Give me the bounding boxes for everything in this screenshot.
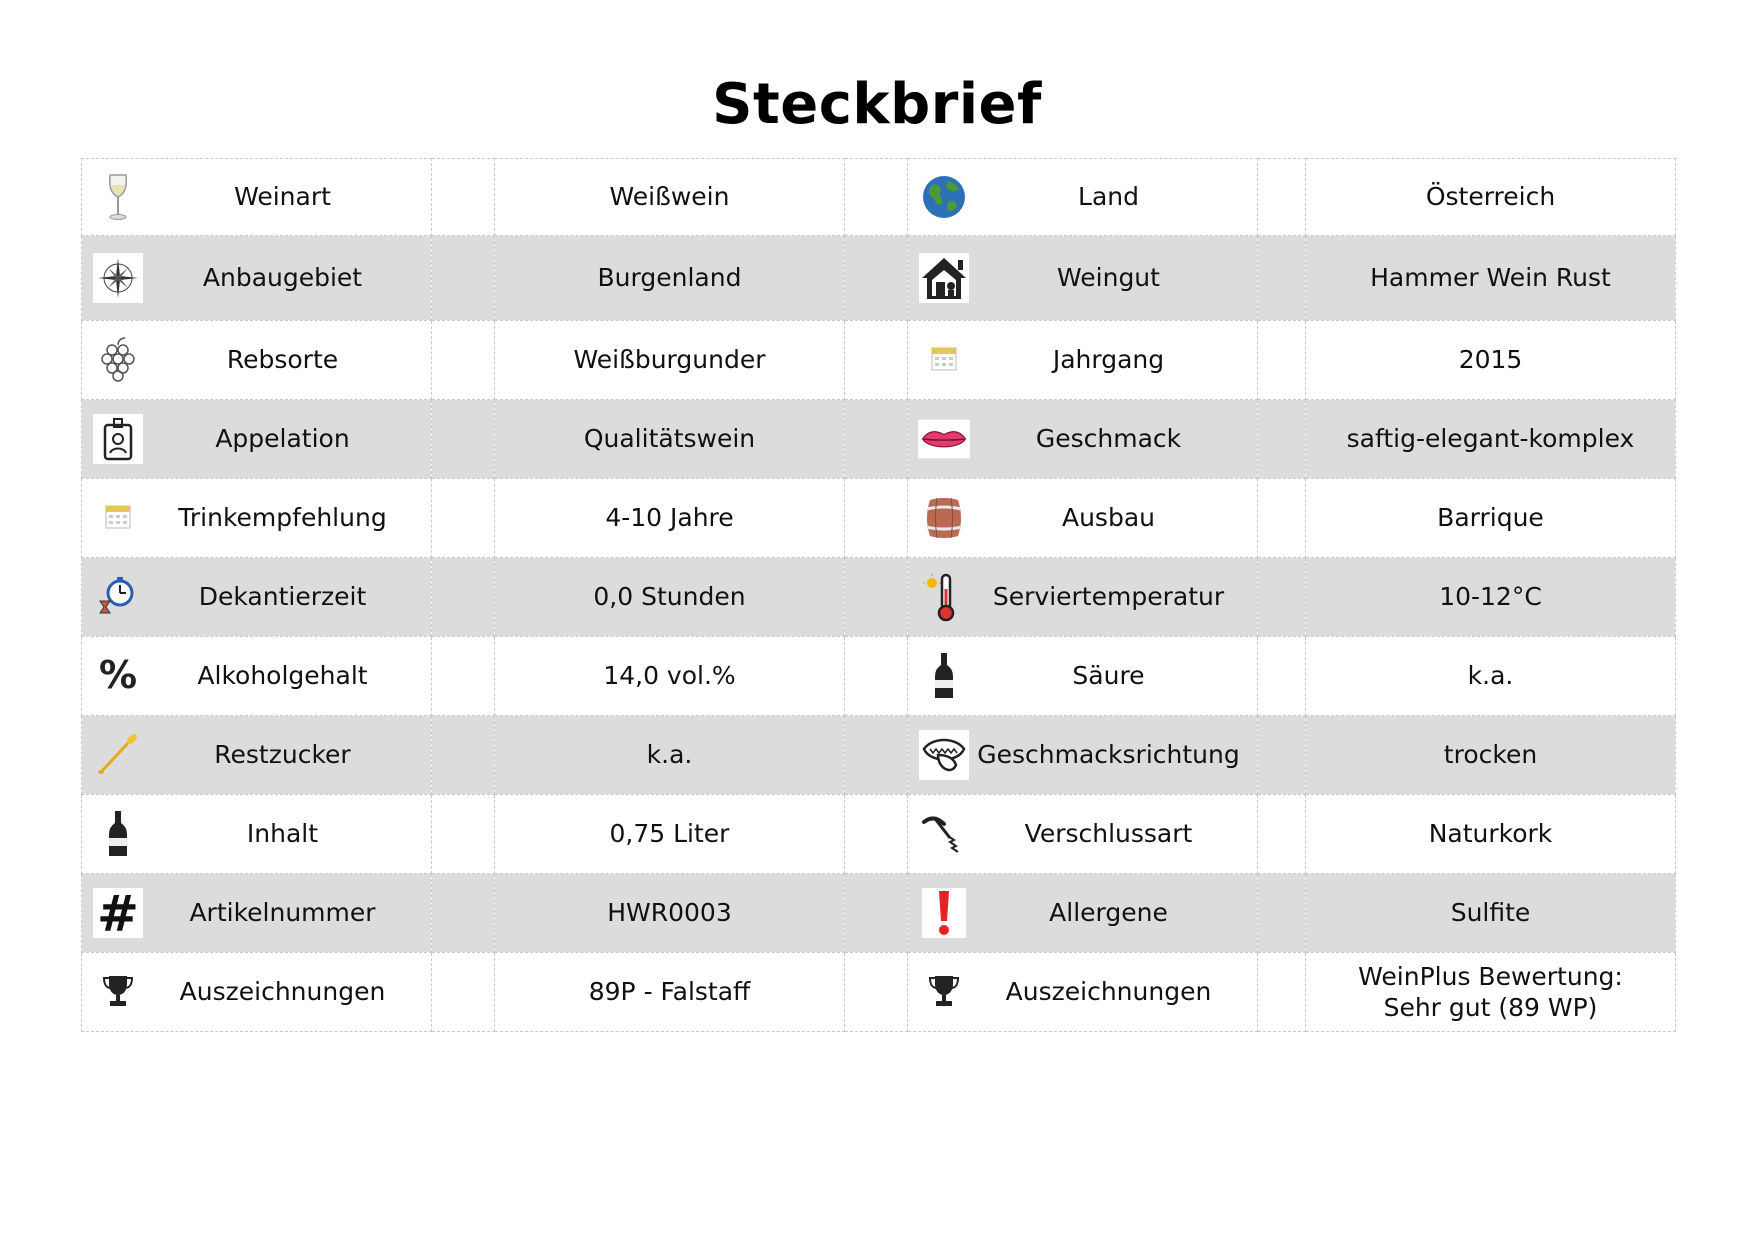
value-text: saftig-elegant-komplex — [1346, 424, 1635, 453]
value-cell — [495, 321, 845, 400]
value-text: Sulfite — [1450, 898, 1531, 927]
label-cell — [908, 479, 1258, 558]
value-cell — [495, 558, 845, 637]
value-cell — [495, 874, 845, 953]
value-cell — [1306, 558, 1676, 637]
spacer-cell — [845, 874, 908, 953]
spacer-cell — [432, 874, 495, 953]
spacer-cell — [845, 953, 908, 1032]
globe-icon — [916, 169, 972, 225]
label-cell — [908, 795, 1258, 874]
table-row — [82, 558, 1676, 637]
label-cell — [82, 637, 432, 716]
spacer-cell — [432, 321, 495, 400]
thermometer-icon — [916, 569, 972, 625]
label-text: Weinart — [234, 182, 331, 211]
spacer-cell — [845, 159, 908, 236]
label-text: Anbaugebiet — [202, 263, 363, 292]
label-cell — [82, 400, 432, 479]
grapes-icon — [90, 332, 146, 388]
label-text: Jahrgang — [1052, 345, 1165, 374]
value-cell — [1306, 400, 1676, 479]
value-text: Barrique — [1437, 503, 1544, 532]
spacer-cell — [845, 321, 908, 400]
spoon-icon — [90, 727, 146, 783]
value-cell — [495, 159, 845, 236]
label-cell — [908, 716, 1258, 795]
label-cell — [908, 953, 1258, 1032]
wine-glass-icon — [90, 169, 146, 225]
label-cell — [82, 159, 432, 236]
calendar-icon — [90, 490, 146, 546]
label-text: Allergene — [1049, 898, 1168, 927]
value-line: WeinPlus Bewertung: — [1358, 961, 1623, 991]
spacer-cell — [432, 637, 495, 716]
spacer-cell — [1258, 874, 1306, 953]
label-cell — [908, 236, 1258, 321]
label-text: Land — [1078, 182, 1139, 211]
label-text: Weingut — [1057, 263, 1160, 292]
label-cell — [908, 159, 1258, 236]
value-cell — [495, 716, 845, 795]
label-cell — [82, 795, 432, 874]
label-cell — [82, 558, 432, 637]
wine-profile-table — [81, 158, 1676, 1032]
value-text: 4-10 Jahre — [605, 503, 734, 532]
label-cell — [908, 558, 1258, 637]
value-text — [1358, 961, 1623, 1023]
spacer-cell — [1258, 236, 1306, 321]
spacer-cell — [845, 637, 908, 716]
label-text: Geschmack — [1035, 424, 1182, 453]
timer-icon — [90, 569, 146, 625]
calendar-icon — [916, 332, 972, 388]
winery-house-icon — [916, 250, 972, 306]
svg-text:%: % — [98, 653, 138, 697]
bottle-icon — [916, 648, 972, 704]
value-cell — [1306, 637, 1676, 716]
percent-icon — [90, 648, 146, 704]
value-text: Weißwein — [609, 182, 730, 211]
value-cell — [1306, 953, 1676, 1032]
label-text: Restzucker — [214, 740, 351, 769]
value-text: Hammer Wein Rust — [1370, 263, 1611, 292]
spacer-cell — [432, 479, 495, 558]
value-text: Qualitätswein — [583, 424, 756, 453]
label-cell — [908, 874, 1258, 953]
spacer-cell — [1258, 637, 1306, 716]
spacer-cell — [432, 716, 495, 795]
spacer-cell — [432, 953, 495, 1032]
spacer-cell — [1258, 716, 1306, 795]
label-cell — [908, 637, 1258, 716]
value-cell — [1306, 716, 1676, 795]
label-text: Verschlussart — [1024, 819, 1193, 848]
exclamation-icon — [916, 885, 972, 941]
table-row — [82, 716, 1676, 795]
label-text: Geschmacksrichtung — [977, 740, 1240, 769]
spacer-cell — [432, 400, 495, 479]
trophy-icon — [916, 964, 972, 1020]
table-row — [82, 159, 1676, 236]
spacer-cell — [432, 159, 495, 236]
label-text: Serviertemperatur — [992, 582, 1225, 611]
label-cell — [82, 874, 432, 953]
spacer-cell — [845, 558, 908, 637]
table-row — [82, 236, 1676, 321]
table-row — [82, 321, 1676, 400]
page-title: Steckbrief — [712, 72, 1042, 137]
label-cell — [82, 716, 432, 795]
value-cell — [495, 637, 845, 716]
value-cell — [1306, 874, 1676, 953]
label-text: Alkoholgehalt — [197, 661, 368, 690]
label-text: Ausbau — [1061, 503, 1155, 532]
value-cell — [495, 236, 845, 321]
value-text: Österreich — [1425, 182, 1556, 211]
value-cell — [1306, 236, 1676, 321]
barrel-icon — [916, 490, 972, 546]
spacer-cell — [845, 400, 908, 479]
label-text: Inhalt — [246, 819, 319, 848]
label-text: Trinkempfehlung — [178, 503, 387, 532]
value-text: 2015 — [1458, 345, 1523, 374]
value-cell — [495, 953, 845, 1032]
spacer-cell — [1258, 400, 1306, 479]
spacer-cell — [432, 795, 495, 874]
value-cell — [495, 479, 845, 558]
value-cell — [495, 400, 845, 479]
spacer-cell — [1258, 558, 1306, 637]
value-line: Sehr gut (89 WP) — [1383, 992, 1598, 1022]
id-badge-icon — [90, 411, 146, 467]
value-cell — [1306, 321, 1676, 400]
value-text: Weißburgunder — [573, 345, 766, 374]
spacer-cell — [1258, 795, 1306, 874]
label-cell — [82, 953, 432, 1032]
label-cell — [82, 321, 432, 400]
table-row — [82, 795, 1676, 874]
svg-text:#: # — [97, 887, 139, 939]
trophy-icon — [90, 964, 146, 1020]
label-text: Dekantierzeit — [198, 582, 367, 611]
spacer-cell — [845, 795, 908, 874]
value-cell — [1306, 795, 1676, 874]
value-text: 0,75 Liter — [609, 819, 730, 848]
label-cell — [908, 400, 1258, 479]
value-text: 14,0 vol.% — [603, 661, 736, 690]
value-cell — [1306, 159, 1676, 236]
spacer-cell — [432, 236, 495, 321]
value-cell — [495, 795, 845, 874]
spacer-cell — [1258, 159, 1306, 236]
corkscrew-icon — [916, 806, 972, 862]
value-text: 0,0 Stunden — [593, 582, 746, 611]
label-text: Säure — [1072, 661, 1145, 690]
spacer-cell — [845, 716, 908, 795]
value-text: k.a. — [1467, 661, 1514, 690]
table-row — [82, 874, 1676, 953]
spacer-cell — [1258, 479, 1306, 558]
label-text: Appelation — [215, 424, 350, 453]
value-cell — [1306, 479, 1676, 558]
value-text: HWR0003 — [607, 898, 732, 927]
table-row — [82, 479, 1676, 558]
spacer-cell — [432, 558, 495, 637]
label-cell — [82, 236, 432, 321]
spacer-cell — [845, 479, 908, 558]
label-text: Auszeichnungen — [179, 977, 386, 1006]
spacer-cell — [845, 236, 908, 321]
value-text: trocken — [1443, 740, 1538, 769]
lips-icon — [916, 411, 972, 467]
value-text: k.a. — [646, 740, 693, 769]
table-row — [82, 400, 1676, 479]
table-row — [82, 637, 1676, 716]
table-row — [82, 953, 1676, 1032]
label-cell — [908, 321, 1258, 400]
label-cell — [82, 479, 432, 558]
value-text: 10-12°C — [1439, 582, 1542, 611]
compass-icon — [90, 250, 146, 306]
spacer-cell — [1258, 321, 1306, 400]
value-text: Naturkork — [1428, 819, 1553, 848]
bottle-icon — [90, 806, 146, 862]
tongue-icon — [916, 727, 972, 783]
label-text: Artikelnummer — [189, 898, 376, 927]
value-text: Burgenland — [597, 263, 742, 292]
value-text: 89P - Falstaff — [588, 977, 751, 1006]
spacer-cell — [1258, 953, 1306, 1032]
label-text: Auszeichnungen — [1005, 977, 1212, 1006]
label-text: Rebsorte — [226, 345, 339, 374]
hash-icon — [90, 885, 146, 941]
